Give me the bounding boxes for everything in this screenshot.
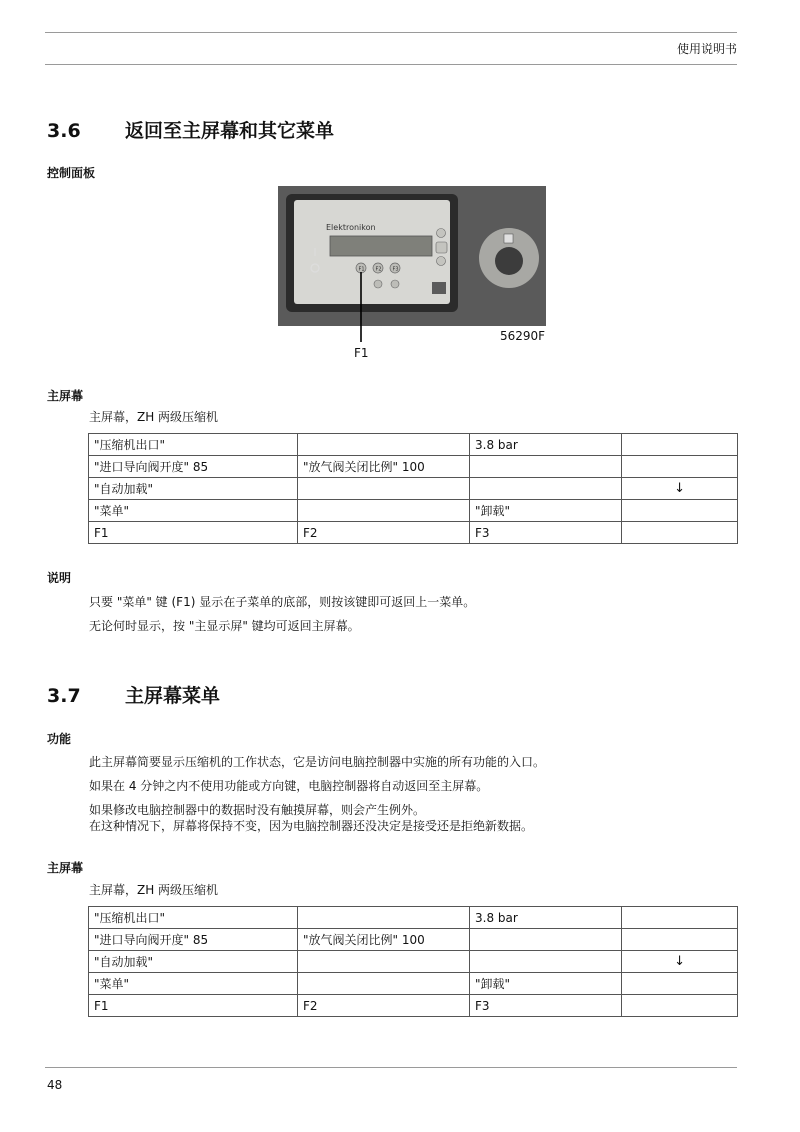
table-cell: F3 (470, 522, 622, 544)
table-cell: "进口导向阀开度" 85 (89, 456, 298, 478)
table-row (89, 522, 738, 544)
down-arrow-icon: ↓ (622, 478, 738, 500)
table-cell: "卸载" (470, 973, 622, 995)
start-key (374, 280, 382, 288)
header-top-rule (45, 32, 737, 33)
header-bottom-rule (45, 64, 737, 65)
footer-rule (45, 1067, 737, 1068)
table-cell: F2 (298, 522, 470, 544)
table-cell (470, 951, 622, 973)
table-cell (622, 929, 738, 951)
f1-key-label: F1 (358, 266, 365, 273)
table-cell: F1 (89, 995, 298, 1017)
function-paragraph: 此主屏幕简要显示压缩机的工作状态，它是访问电脑控制器中实施的所有功能的入口。 (89, 755, 546, 769)
table-cell: "自动加载" (89, 478, 298, 500)
table-cell (298, 478, 470, 500)
table-row (89, 478, 738, 500)
logo-icon (432, 282, 446, 294)
table-cell: "卸载" (470, 500, 622, 522)
explanation-paragraph: 只要 "菜单" 键 (F1) 显示在子菜单的底部，则按该键即可返回上一菜单。 (89, 595, 476, 609)
section-title: 返回至主屏幕和其它菜单 (125, 120, 335, 142)
table-cell (470, 929, 622, 951)
up-arrow-key (437, 229, 446, 238)
table-cell (470, 456, 622, 478)
table-row (89, 973, 738, 995)
f2-key-label: F2 (375, 266, 382, 273)
table-cell: "压缩机出口" (89, 434, 298, 456)
table-cell: F2 (298, 995, 470, 1017)
page-number: 48 (47, 1078, 63, 1092)
table-cell: "菜单" (89, 973, 298, 995)
table-cell (622, 907, 738, 929)
table-row (89, 951, 738, 973)
table-cell (298, 951, 470, 973)
main-screen-heading: 主屏幕 (47, 861, 84, 875)
table-cell (298, 907, 470, 929)
explanation-heading: 说明 (47, 571, 72, 585)
main-screen-heading: 主屏幕 (47, 389, 84, 403)
lcd-display (330, 236, 432, 256)
table-cell: "菜单" (89, 500, 298, 522)
table-cell (622, 995, 738, 1017)
table-row (89, 929, 738, 951)
control-panel-photo (278, 186, 546, 360)
table-cell (622, 522, 738, 544)
function-heading: 功能 (47, 732, 72, 746)
table-row (89, 500, 738, 522)
emergency-stop-button (495, 247, 523, 275)
f3-key-label: F3 (392, 266, 399, 273)
table-cell (622, 973, 738, 995)
f1-callout-label: F1 (354, 346, 369, 360)
function-paragraph: 如果修改电脑控制器中的数据时没有触摸屏幕，则会产生例外。 (89, 803, 426, 817)
table-cell: "压缩机出口" (89, 907, 298, 929)
table-cell (298, 434, 470, 456)
brand-label: Elektronikon (326, 223, 376, 232)
table-row (89, 434, 738, 456)
table-cell (622, 500, 738, 522)
control-panel-heading: 控制面板 (47, 166, 96, 180)
main-screen-table (88, 433, 738, 544)
stop-key (391, 280, 399, 288)
table-cell: "放气阀关闭比例" 100 (298, 929, 470, 951)
function-paragraph: 如果在 4 分钟之内不使用功能或方向键，电脑控制器将自动返回至主屏幕。 (89, 779, 489, 793)
section-title: 主屏幕菜单 (125, 685, 221, 707)
table-cell (470, 478, 622, 500)
main-screen-caption: 主屏幕，ZH 两级压缩机 (89, 410, 219, 424)
figure-ref-code: 56290F (500, 329, 546, 343)
table-cell: 3.8 bar (470, 434, 622, 456)
tab-key (436, 242, 447, 253)
main-screen-table (88, 906, 738, 1017)
table-row (89, 907, 738, 929)
explanation-paragraph: 无论何时显示，按 "主显示屏" 键均可返回主屏幕。 (89, 619, 360, 633)
table-cell (298, 973, 470, 995)
section-3-7-heading (47, 681, 220, 708)
main-screen-caption: 主屏幕，ZH 两级压缩机 (89, 883, 219, 897)
function-paragraph: 在这种情况下，屏幕将保持不变，因为电脑控制器还没决定是接受还是拒绝新数据。 (89, 819, 534, 833)
table-row (89, 456, 738, 478)
table-cell: "进口导向阀开度" 85 (89, 929, 298, 951)
down-arrow-icon: ↓ (622, 951, 738, 973)
table-cell: "自动加载" (89, 951, 298, 973)
section-3-6-heading (47, 116, 334, 143)
warning-icon (504, 234, 513, 243)
table-cell (622, 434, 738, 456)
down-arrow-key (437, 257, 446, 266)
table-cell: F3 (470, 995, 622, 1017)
section-number: 3.7 (47, 685, 81, 707)
table-row (89, 995, 738, 1017)
table-cell: "放气阀关闭比例" 100 (298, 456, 470, 478)
section-number: 3.6 (47, 120, 81, 142)
document-title: 使用说明书 (676, 42, 737, 56)
table-cell: 3.8 bar (470, 907, 622, 929)
table-cell (622, 456, 738, 478)
table-cell: F1 (89, 522, 298, 544)
table-cell (298, 500, 470, 522)
